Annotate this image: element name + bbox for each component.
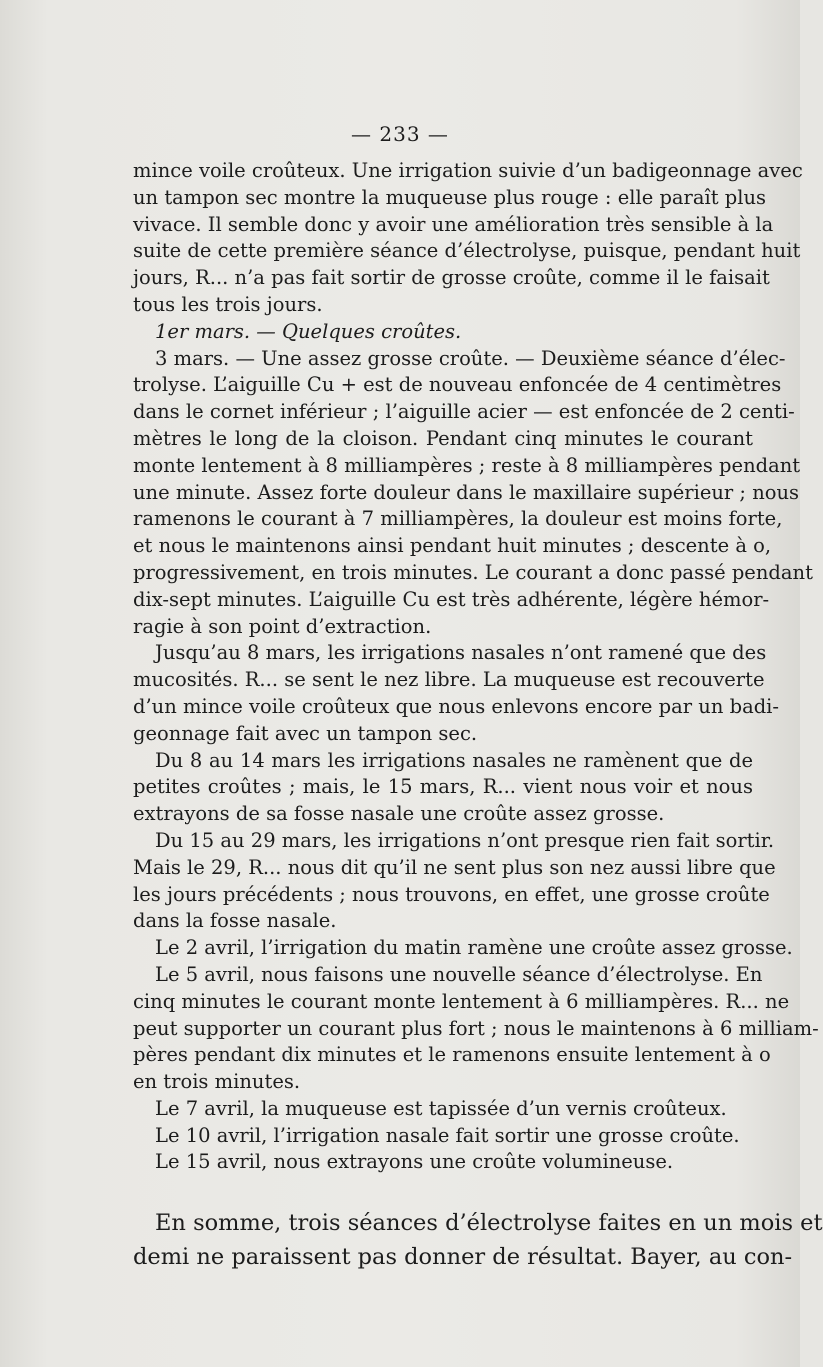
text-line: et nous le maintenons ainsi pendant huit minutes ; descente à o, <box>133 534 772 558</box>
text-line: progressivement, en trois minutes. Le courant a donc passé pendant <box>133 560 813 584</box>
closing-line: En somme, trois séances d’électrolyse faites en un mois et <box>155 1210 823 1237</box>
text-line: Le 5 avril, nous faisons une nouvelle séance d’électrolyse. En <box>155 962 763 986</box>
text-line: mètres le long de la cloison. Pendant cinq minutes le courant <box>133 426 753 450</box>
closing-line: demi ne paraissent pas donner de résultat. Bayer, au con- <box>133 1244 793 1271</box>
text-line: tous les trois jours. <box>133 292 323 316</box>
text-line: mince voile croûteux. Une irrigation suivie d’un badigeonnage avec <box>133 159 803 182</box>
text-line: Jusqu’au 8 mars, les irrigations nasales n’ont ramené que des <box>155 641 767 665</box>
text-line: extrayons de sa fosse nasale une croûte assez grosse. <box>133 802 665 826</box>
text-line: 3 mars. — Une assez grosse croûte. — Deuxième séance d’élec- <box>155 346 786 370</box>
text-line: 1er mars. — Quelques croûtes. <box>155 319 462 343</box>
text-line: en trois minutes. <box>133 1070 301 1094</box>
text-line: dans la fosse nasale. <box>133 909 337 933</box>
text-line: d’un mince voile croûteux que nous enlevons encore par un badi- <box>133 694 780 718</box>
text-line: vivace. Il semble donc y avoir une amélioration très sensible à la <box>133 212 774 236</box>
text-line: Du 15 au 29 mars, les irrigations n’ont presque rien fait sortir. <box>155 828 775 852</box>
text-line: suite de cette première séance d’électrolyse, puisque, pendant huit <box>133 239 801 263</box>
text-line: Le 7 avril, la muqueuse est tapissée d’un vernis croûteux. <box>155 1096 727 1120</box>
text-line: dix-sept minutes. L’aiguille Cu est très adhérente, légère hémor- <box>133 587 770 611</box>
text-line: petites croûtes ; mais, le 15 mars, R... vient nous voir et nous <box>133 775 753 799</box>
text-line: monte lentement à 8 milliampères ; reste à 8 milliampères pendant <box>133 453 801 477</box>
text-line: mucosités. R... se sent le nez libre. La muqueuse est recouverte <box>133 668 765 692</box>
text-line: une minute. Assez forte douleur dans le maxillaire supérieur ; nous <box>133 480 800 504</box>
text-line: peut supporter un courant plus fort ; nous le maintenons à 6 milliam- <box>133 1016 819 1040</box>
text-line: Le 15 avril, nous extrayons une croûte volumineuse. <box>155 1150 674 1174</box>
text-line: dans le cornet inférieur ; l’aiguille acier — est enfoncée de 2 centi- <box>133 400 795 424</box>
text-line: cinq minutes le courant monte lentement à 6 milliampères. R... ne <box>133 989 790 1013</box>
text-line: jours, R... n’a pas fait sortir de grosse croûte, comme il le faisait <box>133 266 770 290</box>
text-line: trolyse. L’aiguille Cu + est de nouveau enfoncée de 4 centimètres <box>133 373 782 397</box>
text-line: les jours précédents ; nous trouvons, en effet, une grosse croûte <box>133 882 770 906</box>
body-text <box>133 158 823 1274</box>
text-line: ragie à son point d’extraction. <box>133 614 432 638</box>
text-line: ramenons le courant à 7 milliampères, la douleur est moins forte, <box>133 507 783 531</box>
text-line: un tampon sec montre la muqueuse plus rouge : elle paraît plus <box>133 185 767 209</box>
page-number: — 233 — <box>351 122 449 146</box>
text-line: Le 2 avril, l’irrigation du matin ramène une croûte assez grosse. <box>155 936 793 960</box>
text-line: Mais le 29, R... nous dit qu’il ne sent plus son nez aussi libre que <box>133 855 776 879</box>
text-line: geonnage fait avec un tampon sec. <box>133 721 478 745</box>
text-line: pères pendant dix minutes et le ramenons ensuite lentement à o <box>133 1043 771 1067</box>
text-line: Du 8 au 14 mars les irrigations nasales ne ramènent que de <box>155 748 753 772</box>
text-line: Le 10 avril, l’irrigation nasale fait sortir une grosse croûte. <box>155 1123 740 1147</box>
